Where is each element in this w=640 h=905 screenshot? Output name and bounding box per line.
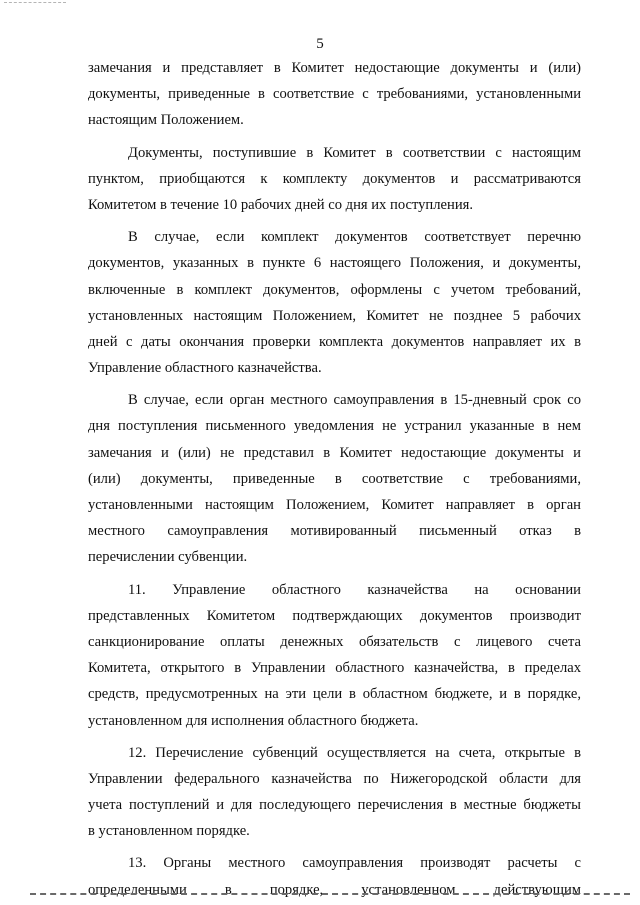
text-line: включенные в комплект документов, оформлены с учетом требований, (88, 281, 581, 298)
text-line: 12. Перечисление субвенций осуществляется на счета, открытые в (128, 744, 581, 761)
text-line: 13. Органы местного самоуправления производят расчеты с (128, 855, 581, 872)
text-line: пунктом, приобщаются к комплекту документов и рассматриваются (88, 170, 581, 187)
paragraph (88, 140, 581, 219)
scan-artifact-bottom (30, 893, 630, 897)
text-line: замечания и представляет в Комитет недостающие документы и (или) (88, 60, 581, 76)
text-line: Документы, поступившие в Комитет в соответствии с настоящим (128, 144, 581, 161)
text-line: определенными в порядке, установленном действующим (88, 881, 581, 898)
text-line: установленными настоящим Положением, Комитет направляет в орган (88, 497, 581, 513)
text-line: перечислении субвенции. (88, 549, 248, 566)
document-body (88, 55, 581, 903)
scan-artifact-top (4, 2, 66, 4)
text-line: в установленном порядке. (88, 823, 250, 840)
paragraph (88, 55, 581, 134)
paragraph (88, 224, 581, 381)
text-line: Управление областного казначейства. (88, 360, 322, 377)
text-line: В случае, если орган местного самоуправления в 15-дневный срок со (128, 392, 581, 409)
paragraph (88, 740, 581, 845)
text-line: санкционирование оплаты денежных обязательств с лицевого счета (88, 633, 581, 650)
text-line: 11. Управление областного казначейства на основании (128, 581, 581, 598)
text-line: установленном для исполнения областного бюджета. (88, 712, 419, 729)
text-line: учета поступлений и для последующего перечисления в местные бюджеты (88, 797, 581, 814)
paragraph (88, 577, 581, 734)
text-line: дней с даты окончания проверки комплекта документов направляет их в (88, 333, 581, 350)
text-line: средств, предусмотренных на эти цели в областном бюджете, и в порядке, (88, 686, 581, 703)
text-line: установленных настоящим Положением, Комитет не позднее 5 рабочих (88, 307, 581, 324)
text-line: документы, приведенные в соответствие с требованиями, установленными (88, 86, 581, 103)
text-line: (или) документы, приведенные в соответствие с требованиями, (88, 470, 581, 487)
text-line: замечания и (или) не представил в Комитет недостающие документы и (88, 444, 581, 461)
paragraph (88, 387, 581, 570)
text-line: Комитетом в течение 10 рабочих дней со дня их поступления. (88, 196, 473, 213)
text-line: Комитета, открытого в Управлении областного казначейства, в пределах (88, 660, 581, 677)
text-line: дня поступления письменного уведомления не устранил указанные в нем (88, 418, 581, 435)
text-line: представленных Комитетом подтверждающих документов производит (88, 607, 581, 624)
page-number: 5 (316, 36, 324, 52)
text-line: В случае, если комплект документов соответствует перечню (128, 229, 581, 246)
text-line: настоящим Положением. (88, 112, 244, 129)
text-line: местного самоуправления мотивированный письменный отказ в (88, 523, 581, 540)
text-line: документов, указанных в пункте 6 настоящего Положения, и документы, (88, 255, 581, 272)
text-line: Управлении федерального казначейства по Нижегородской области для (88, 770, 581, 787)
